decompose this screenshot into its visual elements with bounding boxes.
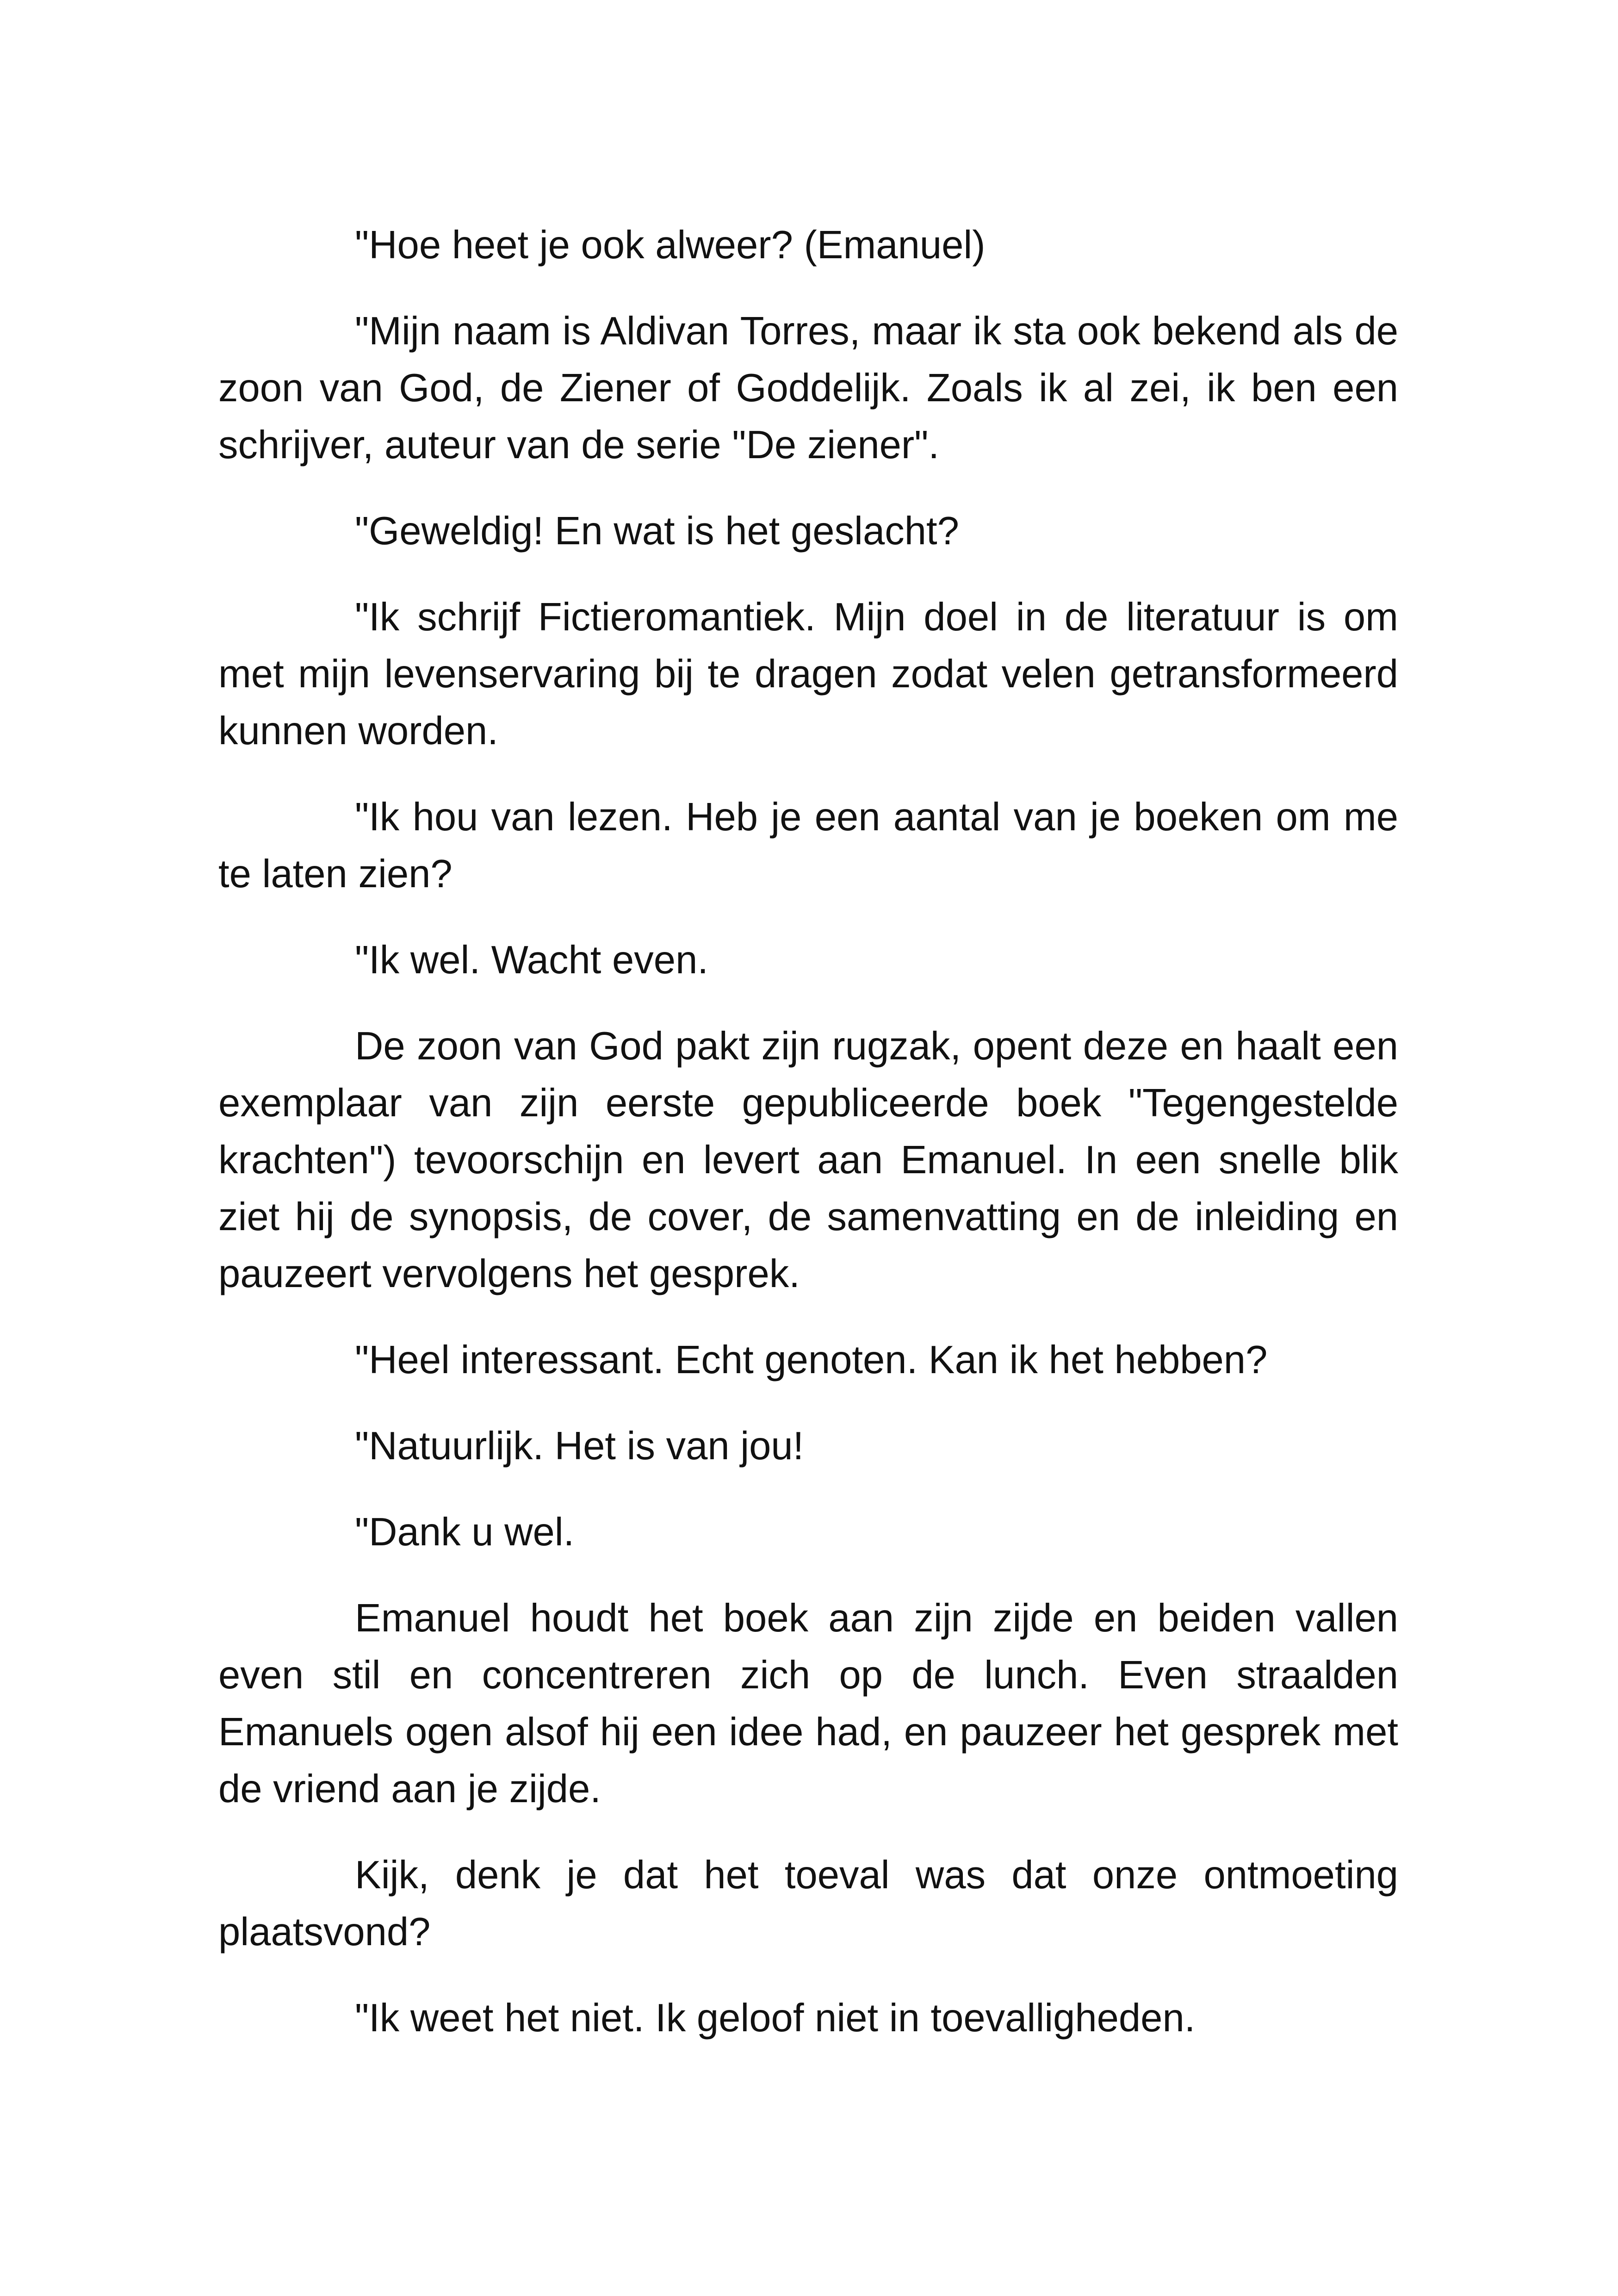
body-text — [218, 217, 1398, 2076]
paragraph-7: De zoon van God pakt zijn rugzak, opent deze en haalt een exemplaar van zijn eerste gepubliceerde boek "Tegengestelde krachten") tevoorschijn en levert aan Emanuel. In een snelle blik ziet hij de synopsis, de cover, de samenvatting en de inleiding en pauzeert vervolgens het gesprek. — [218, 1024, 1398, 1296]
paragraph-1: "Hoe heet je ook alweer? (Emanuel) — [355, 223, 986, 267]
paragraph-6: "Ik wel. Wacht even. — [355, 938, 708, 982]
paragraph-4: "Ik schrijf Fictieromantiek. Mijn doel in de literatuur is om met mijn levenservaring bij te dragen zodat velen getransformeerd kunnen worden. — [218, 595, 1398, 753]
paragraph-9: "Natuurlijk. Het is van jou! — [355, 1424, 804, 1468]
paragraph-10: "Dank u wel. — [355, 1510, 575, 1554]
paragraph-2: "Mijn naam is Aldivan Torres, maar ik sta ook bekend als de zoon van God, de Ziener of Goddelijk. Zoals ik al zei, ik ben een schrijver, auteur van de serie "De ziener". — [218, 309, 1398, 467]
paragraph-12: Kijk, denk je dat het toeval was dat onze ontmoeting plaatsvond? — [218, 1853, 1398, 1954]
paragraph-8: "Heel interessant. Echt genoten. Kan ik het hebben? — [355, 1338, 1268, 1382]
paragraph-3: "Geweldig! En wat is het geslacht? — [355, 509, 959, 553]
paragraph-13: "Ik weet het niet. Ik geloof niet in toevalligheden. — [355, 1996, 1196, 2040]
paragraph-11: Emanuel houdt het boek aan zijn zijde en beiden vallen even stil en concentreren zich op de lunch. Even straalden Emanuels ogen alsof hij een idee had, en pauzeer het gesprek met de vriend aan je zijde. — [218, 1596, 1398, 1811]
paragraph-5: "Ik hou van lezen. Heb je een aantal van je boeken om me te laten zien? — [218, 795, 1398, 896]
